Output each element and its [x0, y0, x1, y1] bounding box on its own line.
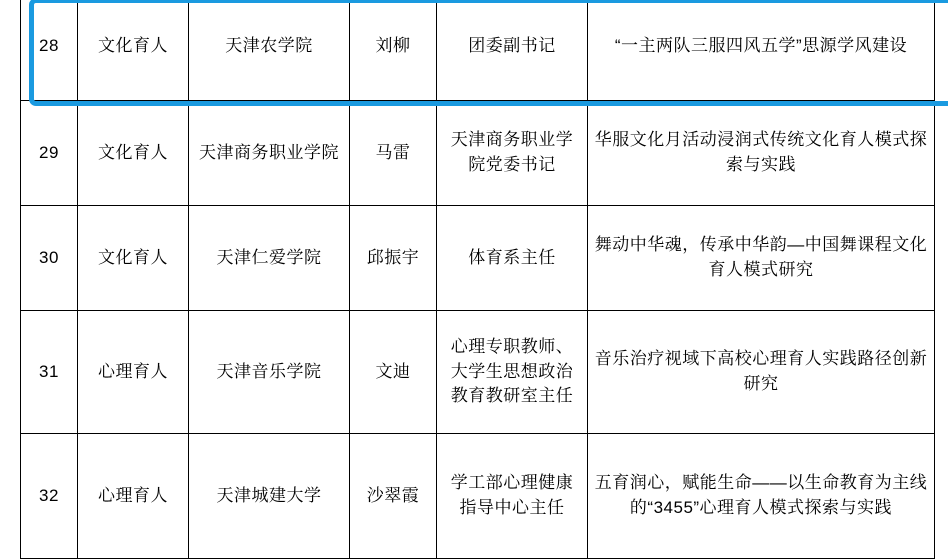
cell-category: 文化育人 [78, 206, 189, 311]
cell-category: 文化育人 [78, 101, 189, 206]
cell-category: 文化育人 [78, 0, 189, 101]
cell-num: 28 [21, 0, 78, 101]
cell-person: 文迪 [350, 311, 437, 434]
cell-school: 天津商务职业学院 [189, 101, 350, 206]
table-row[interactable] [21, 434, 935, 559]
cell-position: 体育系主任 [437, 206, 588, 311]
cell-num: 31 [21, 311, 78, 434]
cell-school: 天津仁爱学院 [189, 206, 350, 311]
table-row[interactable] [21, 0, 935, 101]
cell-num: 30 [21, 206, 78, 311]
cell-position: 天津商务职业学院党委书记 [437, 101, 588, 206]
table-row[interactable] [21, 206, 935, 311]
cell-position: 学工部心理健康指导中心主任 [437, 434, 588, 559]
cell-person: 邱振宇 [350, 206, 437, 311]
cell-position: 心理专职教师、大学生思想政治教育教研室主任 [437, 311, 588, 434]
cell-project: “一主两队三服四风五学”思源学风建设 [588, 0, 935, 101]
cell-category: 心理育人 [78, 434, 189, 559]
cell-project: 舞动中华魂，传承中华韵—中国舞课程文化育人模式研究 [588, 206, 935, 311]
cell-person: 刘柳 [350, 0, 437, 101]
cell-position: 团委副书记 [437, 0, 588, 101]
cell-category: 心理育人 [78, 311, 189, 434]
cell-school: 天津音乐学院 [189, 311, 350, 434]
cell-school: 天津城建大学 [189, 434, 350, 559]
table-body [21, 0, 935, 559]
cell-person: 马雷 [350, 101, 437, 206]
table-row[interactable] [21, 311, 935, 434]
cell-num: 29 [21, 101, 78, 206]
cell-project: 音乐治疗视域下高校心理育人实践路径创新研究 [588, 311, 935, 434]
cell-num: 32 [21, 434, 78, 559]
table-row[interactable] [21, 101, 935, 206]
cell-person: 沙翠霞 [350, 434, 437, 559]
data-table [20, 0, 935, 559]
cell-project: 五育润心，赋能生命——以生命教育为主线的“3455”心理育人模式探索与实践 [588, 434, 935, 559]
cell-school: 天津农学院 [189, 0, 350, 101]
cell-project: 华服文化月活动浸润式传统文化育人模式探索与实践 [588, 101, 935, 206]
